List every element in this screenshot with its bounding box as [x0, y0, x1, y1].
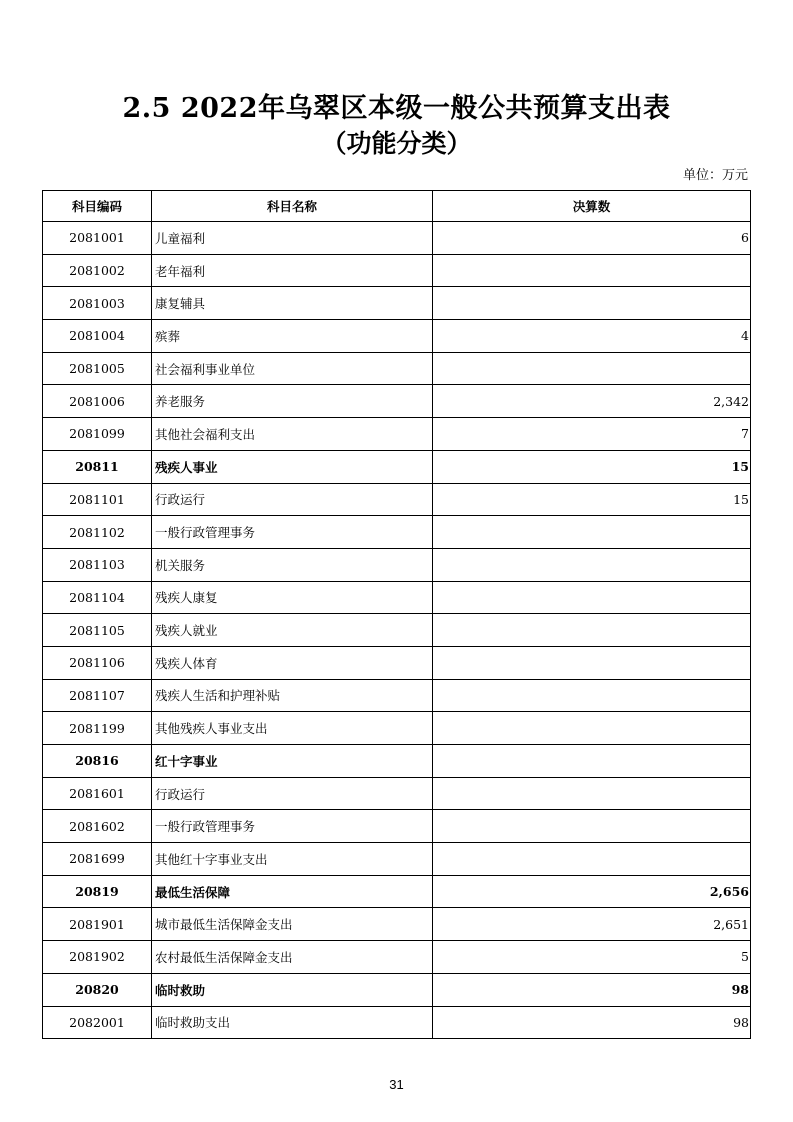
- cell-value: 15: [433, 450, 751, 483]
- cell-name: 康复辅具: [152, 287, 433, 320]
- table-row: [43, 712, 751, 745]
- table-row: [43, 810, 751, 843]
- cell-value: 7: [433, 418, 751, 451]
- cell-value: [433, 843, 751, 876]
- cell-code: 2081199: [43, 712, 152, 745]
- cell-code: 2081102: [43, 516, 152, 549]
- table-row: [43, 385, 751, 418]
- page-subtitle: （功能分类）: [321, 129, 472, 158]
- table-row: [43, 614, 751, 647]
- table-row: [43, 548, 751, 581]
- cell-name: 行政运行: [152, 777, 433, 810]
- cell-code: 2081106: [43, 646, 152, 679]
- cell-value: 2,342: [433, 385, 751, 418]
- cell-code: 2081001: [43, 222, 152, 255]
- cell-code: 2081006: [43, 385, 152, 418]
- cell-value: 98: [433, 1006, 751, 1039]
- cell-value: [433, 712, 751, 745]
- cell-code: 2081901: [43, 908, 152, 941]
- cell-value: [433, 646, 751, 679]
- table-row: [43, 745, 751, 778]
- cell-name: 其他社会福利支出: [152, 418, 433, 451]
- cell-name: 最低生活保障: [152, 875, 433, 908]
- cell-code: 2081602: [43, 810, 152, 843]
- column-header-name: 科目名称: [152, 191, 433, 222]
- cell-value: [433, 614, 751, 647]
- cell-name: 残疾人体育: [152, 646, 433, 679]
- table-row: [43, 941, 751, 974]
- cell-code: 2081902: [43, 941, 152, 974]
- cell-value: [433, 679, 751, 712]
- cell-code: 20811: [43, 450, 152, 483]
- cell-value: [433, 352, 751, 385]
- cell-name: 老年福利: [152, 254, 433, 287]
- cell-code: 2081005: [43, 352, 152, 385]
- cell-value: 2,651: [433, 908, 751, 941]
- cell-code: 2081002: [43, 254, 152, 287]
- cell-value: 5: [433, 941, 751, 974]
- cell-name: 行政运行: [152, 483, 433, 516]
- budget-table: [42, 190, 751, 1039]
- table-row: [43, 352, 751, 385]
- unit-label: 单位：万元: [682, 168, 748, 183]
- cell-code: 2081103: [43, 548, 152, 581]
- cell-name: 临时救助: [152, 973, 433, 1006]
- cell-name: 红十字事业: [152, 745, 433, 778]
- cell-name: 残疾人就业: [152, 614, 433, 647]
- table-row: [43, 908, 751, 941]
- page-title: 2.5 2022年乌翠区本级一般公共预算支出表: [122, 93, 671, 124]
- table-row: [43, 646, 751, 679]
- cell-value: 2,656: [433, 875, 751, 908]
- cell-name: 一般行政管理事务: [152, 516, 433, 549]
- cell-value: [433, 516, 751, 549]
- cell-name: 城市最低生活保障金支出: [152, 908, 433, 941]
- page-number: 31: [389, 1077, 404, 1092]
- cell-value: [433, 581, 751, 614]
- cell-value: [433, 287, 751, 320]
- cell-code: 2081105: [43, 614, 152, 647]
- cell-value: [433, 548, 751, 581]
- cell-code: 2081601: [43, 777, 152, 810]
- cell-code: 2081099: [43, 418, 152, 451]
- table-row: [43, 1006, 751, 1039]
- cell-name: 残疾人康复: [152, 581, 433, 614]
- cell-name: 儿童福利: [152, 222, 433, 255]
- table-row: [43, 320, 751, 353]
- cell-name: 殡葬: [152, 320, 433, 353]
- cell-name: 一般行政管理事务: [152, 810, 433, 843]
- cell-name: 其他红十字事业支出: [152, 843, 433, 876]
- table-row: [43, 581, 751, 614]
- table-row: [43, 450, 751, 483]
- cell-code: 2082001: [43, 1006, 152, 1039]
- cell-name: 残疾人生活和护理补贴: [152, 679, 433, 712]
- table-row: [43, 287, 751, 320]
- cell-code: 2081101: [43, 483, 152, 516]
- table-row: [43, 843, 751, 876]
- cell-code: 20820: [43, 973, 152, 1006]
- cell-name: 残疾人事业: [152, 450, 433, 483]
- cell-code: 2081699: [43, 843, 152, 876]
- cell-code: 2081107: [43, 679, 152, 712]
- cell-code: 2081004: [43, 320, 152, 353]
- table-header-row: [43, 191, 751, 222]
- column-header-value: 决算数: [433, 191, 751, 222]
- table-body: [43, 222, 751, 1039]
- cell-code: 20816: [43, 745, 152, 778]
- table-row: [43, 516, 751, 549]
- cell-code: 20819: [43, 875, 152, 908]
- table-row: [43, 222, 751, 255]
- cell-value: 98: [433, 973, 751, 1006]
- table-row: [43, 418, 751, 451]
- table-row: [43, 875, 751, 908]
- cell-name: 临时救助支出: [152, 1006, 433, 1039]
- cell-value: 15: [433, 483, 751, 516]
- table-row: [43, 973, 751, 1006]
- cell-value: [433, 254, 751, 287]
- table-row: [43, 777, 751, 810]
- cell-value: [433, 745, 751, 778]
- cell-name: 养老服务: [152, 385, 433, 418]
- cell-value: 6: [433, 222, 751, 255]
- table-row: [43, 254, 751, 287]
- cell-value: [433, 810, 751, 843]
- cell-code: 2081003: [43, 287, 152, 320]
- cell-name: 其他残疾人事业支出: [152, 712, 433, 745]
- cell-code: 2081104: [43, 581, 152, 614]
- cell-name: 农村最低生活保障金支出: [152, 941, 433, 974]
- cell-name: 机关服务: [152, 548, 433, 581]
- column-header-code: 科目编码: [43, 191, 152, 222]
- table-row: [43, 483, 751, 516]
- cell-value: 4: [433, 320, 751, 353]
- cell-value: [433, 777, 751, 810]
- table-row: [43, 679, 751, 712]
- cell-name: 社会福利事业单位: [152, 352, 433, 385]
